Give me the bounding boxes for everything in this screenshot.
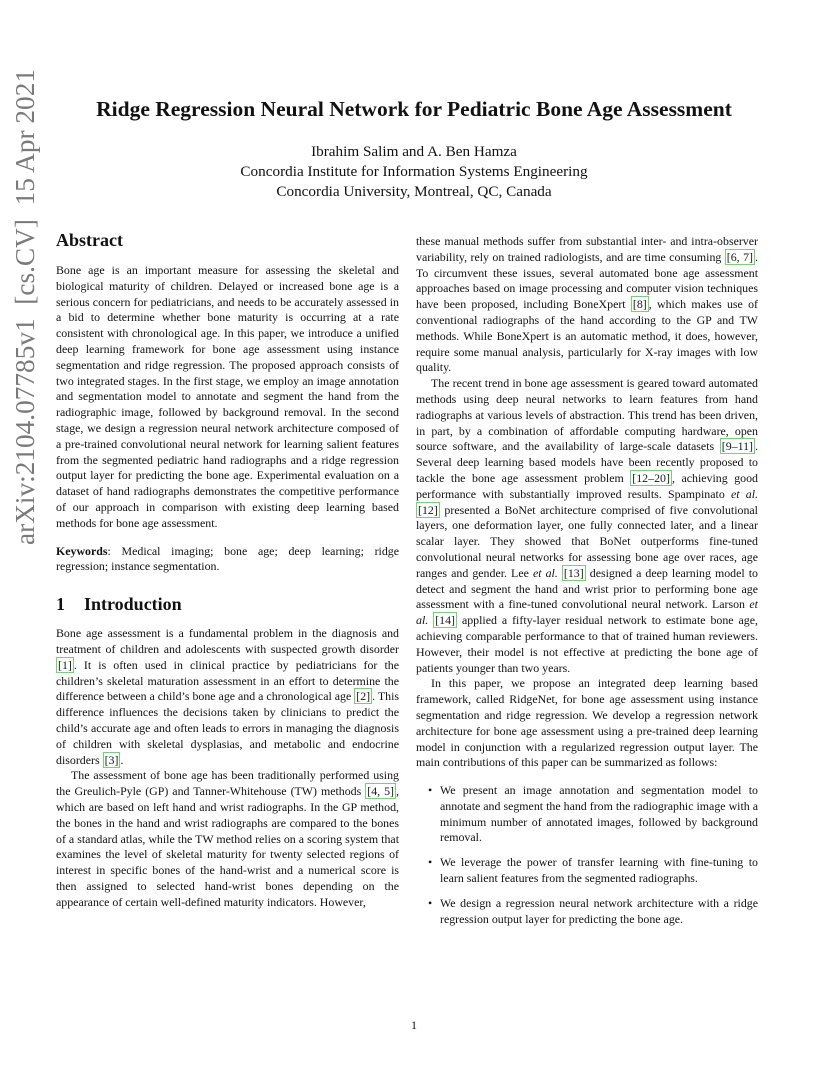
text-run: . To circumvent these issues, several automated bone age assessment approaches based on image processing and computer vision techniques have been proposed, including BoneXpert	[416, 249, 758, 312]
text-run: , achieving good performance with substantially improved results. Spampinato	[416, 470, 759, 501]
paper-title: Ridge Regression Neural Network for Pediatric Bone Age Assessment	[96, 97, 732, 121]
intro-paragraph-1	[56, 626, 399, 768]
text-run: applied a fifty-layer residual network to estimate bone age, achieving comparable performance to that of trained human reviewers. However, their model is not effective at predicting the bone age of patients younger than two years.	[416, 613, 758, 675]
text-run: . It is often used in clinical practice by pediatricians for the children’s skeletal maturation assessment in an effort to determine the difference between a child’s bone age and a chronological age	[56, 657, 399, 704]
text-run: . Several deep learning based models have been recently proposed to tackle the bone age assessment problem	[416, 439, 758, 485]
right-paragraph-1	[416, 234, 758, 376]
right-paragraph-2	[416, 376, 758, 676]
text-run: .	[120, 752, 124, 767]
citation-link[interactable]: [9–11]	[721, 439, 754, 454]
citation-link[interactable]: [1]	[58, 657, 72, 672]
text-run: , which are based on left hand and wrist radiographs. In the GP method, the bones in the hand and wrist radiographs are compared to the bones of a standard atlas, while the TW method relies on a scoring system that examines the level of skeletal maturity for twenty selected regions of interest in specific bones of the hand-wrist and a numerical score is then assigned to selected hand-wrist bones depending on the appearance of certain well-defined maturity indicators. However,	[56, 784, 399, 909]
bullet-icon: •	[428, 895, 433, 910]
citation-link[interactable]: [6, 7]	[726, 249, 753, 264]
arxiv-identifier-text: arXiv:2104.07785v1 [cs.CV] 15 Apr 2021	[10, 74, 40, 545]
author-block	[40, 142, 788, 202]
bullet-icon: •	[428, 855, 433, 870]
citation-link[interactable]: [14]	[435, 613, 455, 628]
arxiv-identifier-stamp	[10, 74, 54, 763]
keywords-text: : Medical imaging; bone age; deep learning; ridge regression; instance segmentation.	[56, 543, 399, 574]
list-item-text: We design a regression neural network architecture with a ridge regression output layer for predicting the bone age.	[440, 895, 758, 926]
citation-link[interactable]: [13]	[563, 565, 584, 580]
text-run-italic: et al.	[532, 565, 558, 580]
affiliation-institute: Concordia Institute for Information Systems Engineering	[240, 163, 588, 180]
list-item	[416, 896, 758, 928]
section-title: Introduction	[84, 594, 182, 615]
left-column	[56, 228, 399, 910]
citation-link[interactable]: [8]	[632, 297, 647, 312]
keywords-line	[56, 544, 399, 576]
text-run: Bone age assessment is a fundamental problem in the diagnosis and treatment of children and adolescents with suspected growth disorder	[56, 626, 399, 656]
list-item-text: We present an image annotation and segmentation model to annotate and segment the hand from the radiographic image with a minimum number of annotated images, followed by background removal.	[440, 783, 758, 845]
citation-link[interactable]: [3]	[104, 752, 119, 767]
bullet-icon: •	[428, 783, 433, 798]
abstract-text: Bone age is an important measure for assessing the skeletal and biological maturity of children. Delayed or increased bone age is a serious concern for pediatricians, and needs to be accurately assessed in a bid to determine whether bone maturity is occurring at a rate consistent with chronological age. In this paper, we introduce a unified deep learning framework for bone age assessment using instance segmentation and ridge regression. The proposed approach consists of two integrated stages. In the first stage, we employ an image annotation and segmentation model to annotate and segment the hand from the radiographic image, followed by background removal. In the second stage, we design a regression neural network architecture composed of a pre-trained convolutional neural network for learning salient features from the segmented pediatric hand radiographs and a ridge regression output layer for predicting the bone age. Experimental evaluation on a dataset of hand radiographs demonstrates the competitive performance of our approach in comparison with existing deep learning based methods for bone age assessment.	[56, 263, 399, 530]
list-item	[416, 855, 758, 887]
citation-link[interactable]: [12]	[418, 502, 438, 517]
list-item-text: We leverage the power of transfer learning with fine-tuning to learn salient features from the segmented radiographs.	[440, 855, 758, 886]
citation-link[interactable]: [2]	[356, 689, 371, 704]
text-run: these manual methods suffer from substantial inter- and intra-observer variability, rely on trained radiologists, and are time consuming	[416, 234, 758, 264]
citation-link[interactable]: [12–20]	[632, 470, 670, 485]
text-run-italic: et al.	[416, 597, 758, 628]
author-names: Ibrahim Salim and A. Ben Hamza	[311, 143, 517, 160]
list-item	[416, 783, 758, 846]
contributions-list	[416, 783, 758, 927]
right-column	[416, 234, 758, 936]
text-run-italic: et al.	[730, 486, 758, 501]
right-paragraph-3: In this paper, we propose an integrated deep learning based framework, called RidgeNet, for bone age assessment using instance segmentation and ridge regression. We develop a regression network architecture for bone age assessment using a pre-trained deep learning model in conjunction with a regularized regression output layer. The main contributions of this paper can be summarized as follows:	[416, 676, 758, 770]
page-number: 1	[411, 1018, 417, 1032]
text-run: The recent trend in bone age assessment is geared toward automated methods using deep neural networks to learn features from hand radiographs at various levels of abstraction. This trend has been driven, in part, by a combination of affordable computing hardware, open source software, and the availability of large-scale datasets	[416, 376, 758, 454]
section-heading-introduction	[56, 592, 399, 616]
text-run: . This difference influences the decisions taken by clinicians to predict the child’s accurate age and often leads to errors in managing the diagnosis of children with skeletal dysplasias, and metabolic and endocrine disorders	[56, 689, 399, 767]
text-run: , which makes use of conventional radiographs of the hand according to the GP and TW methods. While BoneXpert is an automatic method, it does, however, require some manual analysis, particularly for X-ray images with low quality.	[416, 297, 758, 375]
affiliation-university: Concordia University, Montreal, QC, Canada	[276, 183, 552, 200]
text-run: The assessment of bone age has been traditionally performed using the Greulich-Pyle (GP) and Tanner-Whitehouse (TW) methods	[56, 768, 399, 799]
text-run: designed a deep learning model to detect and segment the hand and wrist prior to performing bone age assessment with a fine-tuned convolutional neural network. Larson	[416, 565, 758, 612]
section-number: 1	[56, 594, 65, 615]
citation-link[interactable]: [4, 5]	[367, 784, 394, 799]
abstract-heading: Abstract	[56, 230, 123, 250]
text-run: presented a BoNet architecture comprised of five convolutional layers, one deformation layer, one fully connected later, and a linear scalar layer. They showed that BoNet outperforms fine-tuned convolutional neural networks for assessing bone age over races, age ranges and gender. Lee	[416, 502, 758, 580]
keywords-label: Keywords	[56, 543, 108, 558]
intro-paragraph-2	[56, 768, 399, 910]
